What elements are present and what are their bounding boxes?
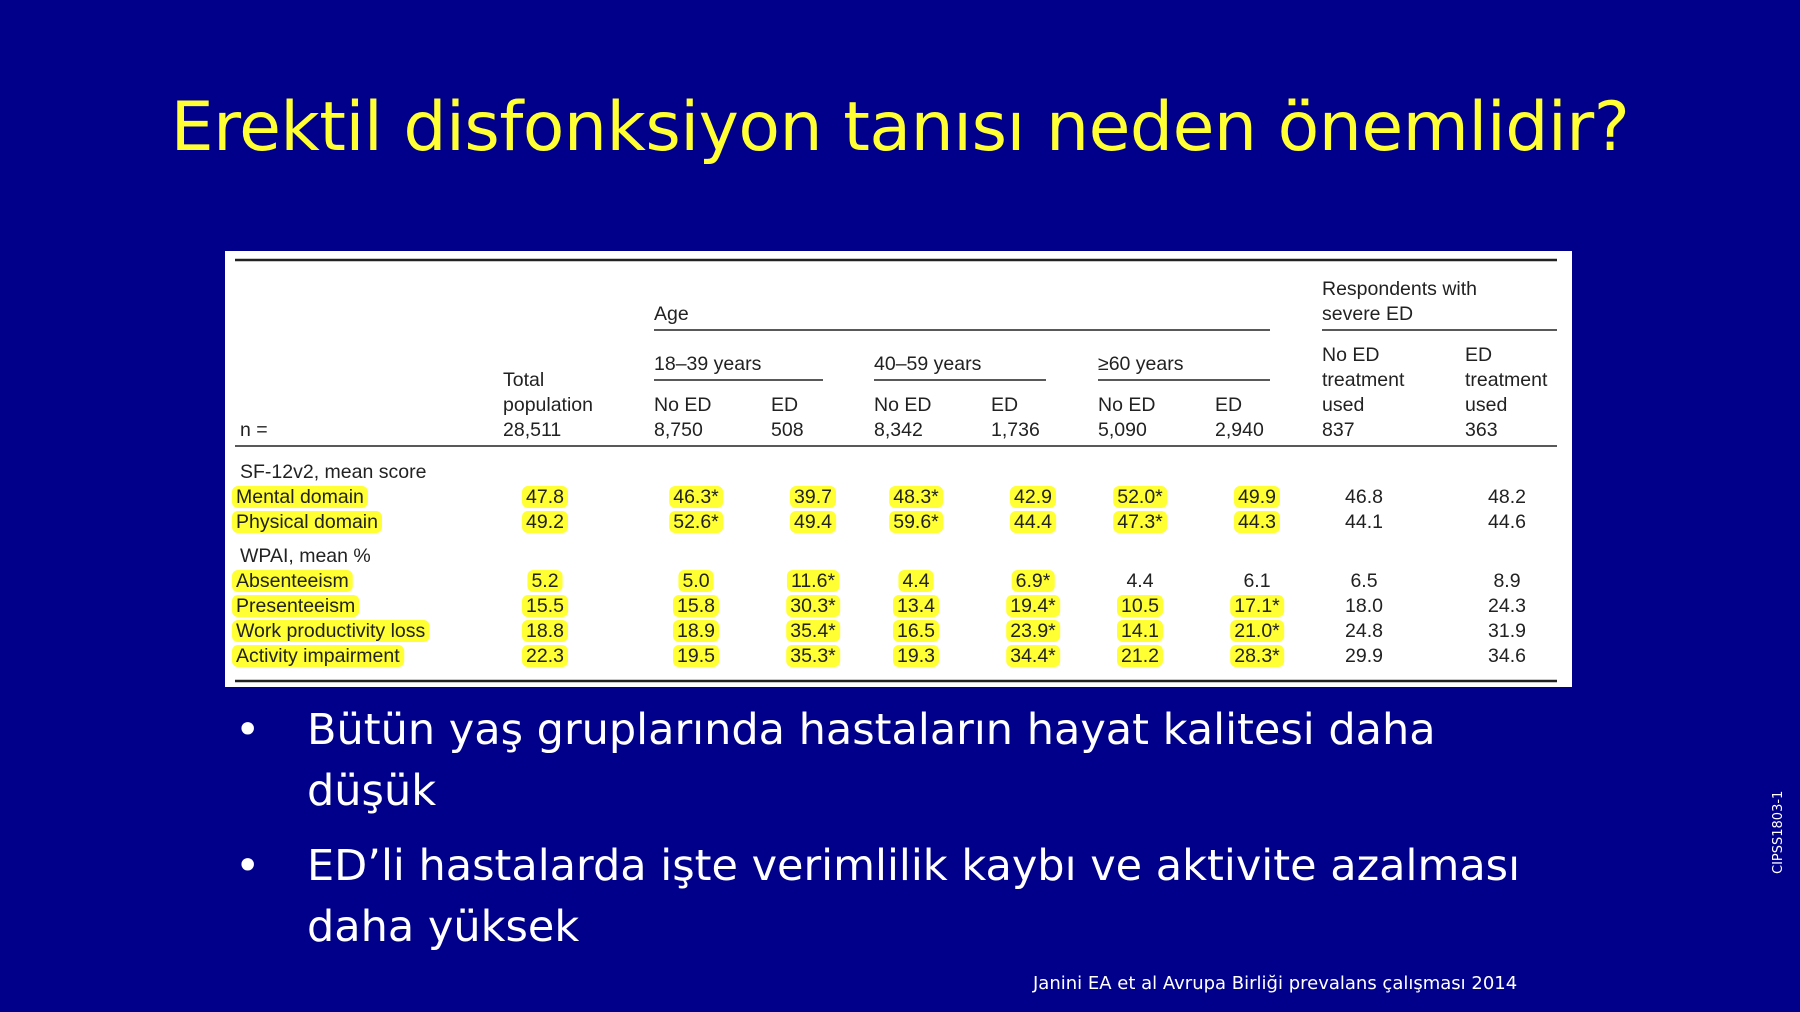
- data-table: [225, 251, 1572, 687]
- table-cell: 18.8: [526, 620, 564, 642]
- table-cell: 44.4: [1014, 511, 1052, 533]
- table-cell: 22.3: [526, 645, 564, 667]
- table-cell: 10.5: [1121, 595, 1159, 617]
- table-cell: 42.9: [1014, 486, 1052, 508]
- table-cell: 34.6: [1488, 645, 1526, 667]
- column-header: ED: [991, 394, 1019, 416]
- column-header: treatment: [1322, 369, 1405, 391]
- column-n: 28,511: [503, 419, 562, 441]
- column-header: used: [1322, 394, 1365, 416]
- column-header: ED: [1215, 394, 1243, 416]
- table-cell: 46.3*: [673, 486, 719, 508]
- table-cell: 21.2: [1121, 645, 1159, 667]
- column-header: No ED: [1322, 344, 1380, 366]
- row-label: Absenteeism: [236, 570, 349, 592]
- table-cell: 29.9: [1345, 645, 1383, 667]
- bullet-icon: •: [235, 841, 261, 891]
- table-cell: 16.5: [897, 620, 935, 642]
- column-n: 5,090: [1098, 419, 1147, 441]
- bullet-text: Bütün yaş gruplarında hastaların hayat kalitesi daha düşük: [307, 705, 1436, 816]
- row-label: Activity impairment: [236, 645, 400, 667]
- table-cell: 19.3: [897, 645, 935, 667]
- age-group-header: 40–59 years: [874, 353, 982, 375]
- column-header: No ED: [1098, 394, 1156, 416]
- slide-title: Erektil disfonksiyon tanısı neden önemlidir?: [170, 88, 1630, 167]
- column-n: 2,940: [1215, 419, 1264, 441]
- table-cell: 8.9: [1493, 570, 1521, 592]
- column-n: 508: [771, 419, 804, 441]
- column-header: treatment: [1465, 369, 1548, 391]
- column-n: 1,736: [991, 419, 1040, 441]
- table-cell: 59.6*: [893, 511, 939, 533]
- column-header: ED: [771, 394, 799, 416]
- table-cell: 39.7: [794, 486, 832, 508]
- n-label: n =: [240, 419, 268, 441]
- age-group-header: ≥60 years: [1098, 353, 1184, 375]
- table-cell: 52.0*: [1117, 486, 1163, 508]
- table-cell: 47.3*: [1117, 511, 1163, 533]
- table-cell: 21.0*: [1234, 620, 1280, 642]
- row-label: Physical domain: [236, 511, 378, 533]
- column-header: No ED: [874, 394, 932, 416]
- table-cell: 6.1: [1243, 570, 1271, 592]
- age-group-header: 18–39 years: [654, 353, 762, 375]
- table-cell: 11.6*: [790, 570, 836, 592]
- table-cell: 47.8: [526, 486, 564, 508]
- bullet-text: ED’li hastalarda işte verimlilik kaybı ve aktivite azalması daha yüksek: [307, 841, 1521, 952]
- table-cell: 52.6*: [673, 511, 719, 533]
- table-cell: 49.4: [794, 511, 832, 533]
- row-label: Mental domain: [236, 486, 364, 508]
- severe-header: Respondents with: [1322, 278, 1478, 300]
- table-graphic: [225, 251, 1572, 687]
- table-cell: 17.1*: [1234, 595, 1280, 617]
- column-n: 8,750: [654, 419, 703, 441]
- table-cell: 31.9: [1488, 620, 1526, 642]
- row-label: Presenteeism: [236, 595, 356, 617]
- table-cell: 15.8: [677, 595, 715, 617]
- table-cell: 30.3*: [790, 595, 836, 617]
- table-cell: 4.4: [902, 570, 930, 592]
- table-cell: 44.6: [1488, 511, 1526, 533]
- table-cell: 19.5: [677, 645, 715, 667]
- bullet-icon: •: [235, 705, 261, 755]
- section-label: SF-12v2, mean score: [240, 461, 427, 483]
- column-header: ED: [1465, 344, 1493, 366]
- table-cell: 48.2: [1488, 486, 1526, 508]
- row-label: Work productivity loss: [236, 620, 426, 642]
- table-cell: 15.5: [526, 595, 564, 617]
- table-cell: 6.9*: [1015, 570, 1051, 592]
- table-cell: 35.4*: [790, 620, 836, 642]
- column-header: Total: [503, 369, 545, 391]
- table-cell: 48.3*: [893, 486, 939, 508]
- table-cell: 5.2: [531, 570, 559, 592]
- column-header: used: [1465, 394, 1508, 416]
- column-n: 837: [1322, 419, 1355, 441]
- bullet-item: [235, 700, 1535, 822]
- table-cell: 24.8: [1345, 620, 1383, 642]
- table-cell: 13.4: [897, 595, 935, 617]
- column-header: No ED: [654, 394, 712, 416]
- bullet-item: [235, 836, 1535, 958]
- table-cell: 49.2: [526, 511, 564, 533]
- column-n: 363: [1465, 419, 1498, 441]
- citation: Janini EA et al Avrupa Birliği prevalans çalışması 2014: [1033, 973, 1518, 994]
- table-cell: 34.4*: [1010, 645, 1056, 667]
- table-cell: 18.0: [1345, 595, 1383, 617]
- age-header: Age: [654, 303, 689, 325]
- column-header: population: [503, 394, 593, 416]
- table-cell: 46.8: [1345, 486, 1383, 508]
- column-n: 8,342: [874, 419, 923, 441]
- bullet-list: [235, 700, 1535, 972]
- table-cell: 44.1: [1345, 511, 1383, 533]
- table-cell: 23.9*: [1010, 620, 1056, 642]
- table-cell: 44.3: [1238, 511, 1276, 533]
- table-cell: 18.9: [677, 620, 715, 642]
- table-cell: 14.1: [1121, 620, 1159, 642]
- table-cell: 5.0: [682, 570, 710, 592]
- table-cell: 35.3*: [790, 645, 836, 667]
- table-cell: 28.3*: [1234, 645, 1280, 667]
- table-cell: 24.3: [1488, 595, 1526, 617]
- slide-code: CIPSS1803-1: [1771, 790, 1786, 874]
- section-label: WPAI, mean %: [240, 545, 371, 567]
- severe-header: severe ED: [1322, 303, 1414, 325]
- table-cell: 19.4*: [1010, 595, 1056, 617]
- table-cell: 49.9: [1238, 486, 1276, 508]
- table-cell: 6.5: [1350, 570, 1378, 592]
- table-cell: 4.4: [1126, 570, 1154, 592]
